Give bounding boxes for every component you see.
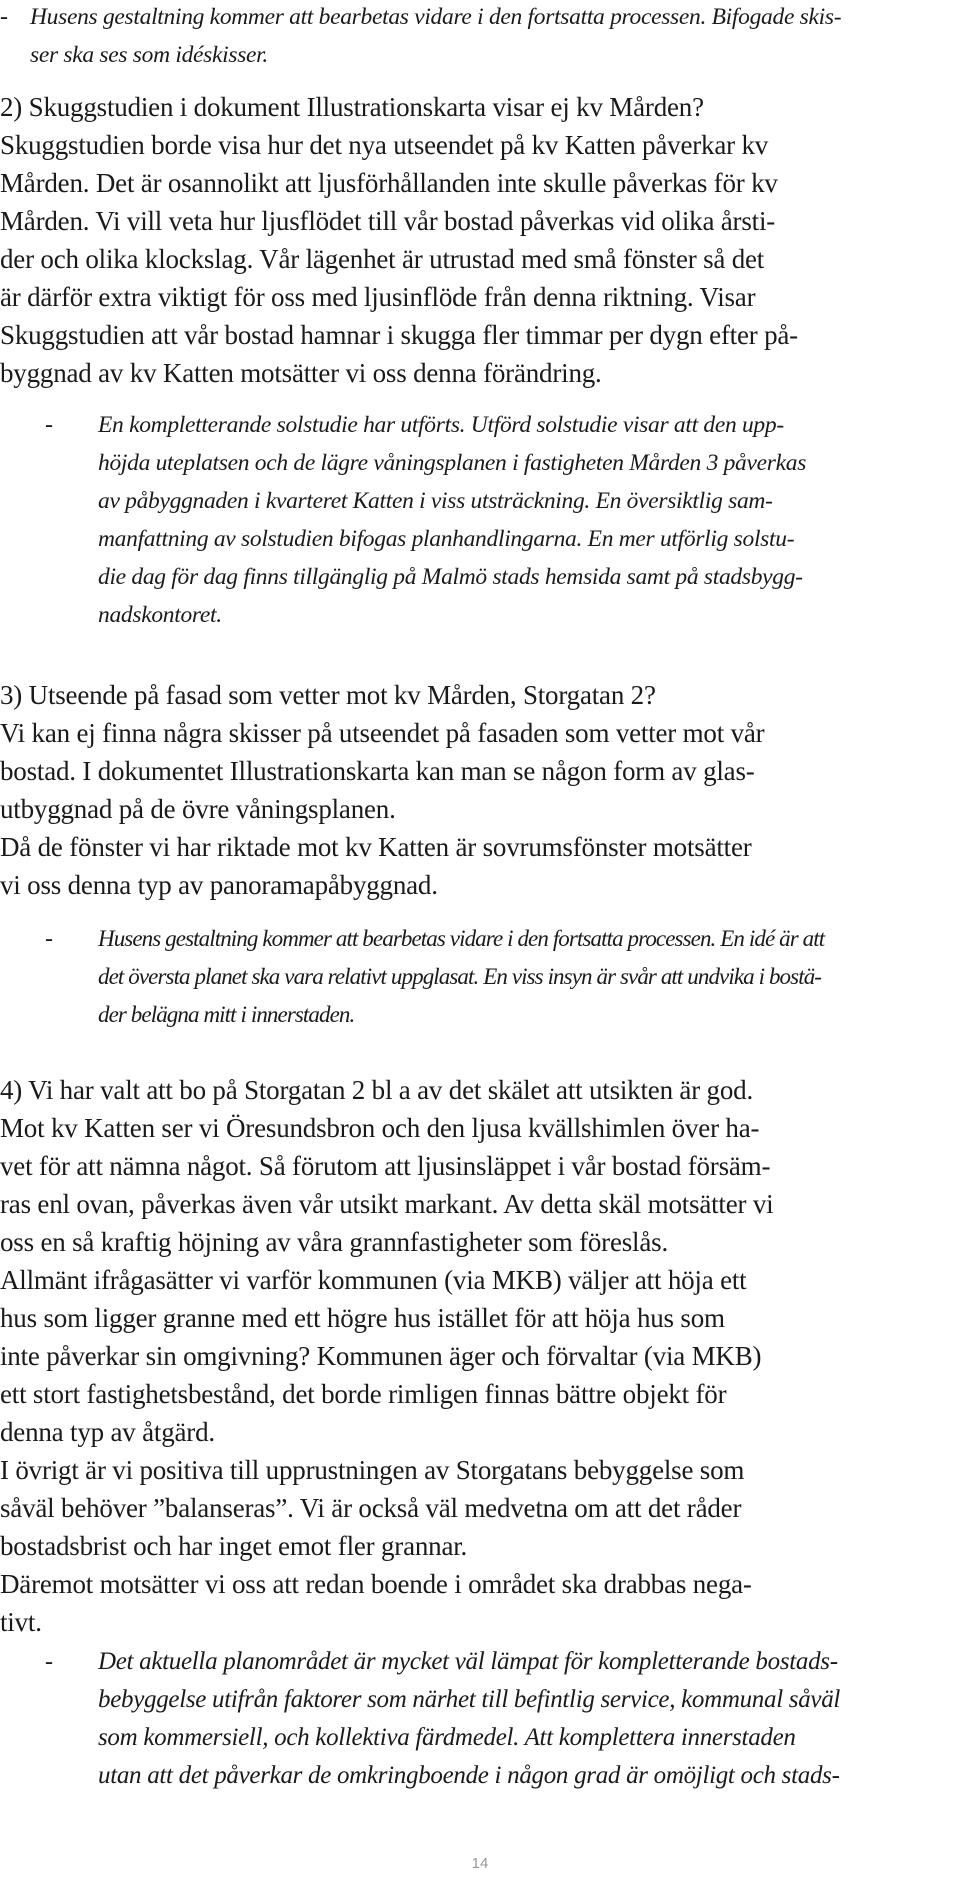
text-line: det översta planet ska vara relativt uppglasat. En viss insyn är svår att undvika i bostä- xyxy=(98,964,822,989)
text-line: denna typ av åtgärd. xyxy=(0,1417,215,1447)
text-line: vet för att nämna något. Så förutom att ljusinsläppet i vår bostad försäm- xyxy=(0,1151,771,1181)
text-line: bostad. I dokumentet Illustrationskarta kan man se någon form av glas- xyxy=(0,756,755,786)
bullet-text xyxy=(98,1643,840,1795)
bullet-text xyxy=(98,920,824,1034)
bullet-dash: - xyxy=(45,926,53,952)
text-line: tivt. xyxy=(0,1607,42,1637)
bullet-response-1 xyxy=(0,0,960,76)
bullet-text xyxy=(30,0,841,74)
text-line: I övrigt är vi positiva till upprustningen av Storgatans bebyggelse som xyxy=(0,1455,745,1485)
text-line: En kompletterande solstudie har utförts. Utförd solstudie visar att den upp- xyxy=(98,412,784,438)
text-line: nadskontoret. xyxy=(98,602,222,628)
section-heading: 2) Skuggstudien i dokument Illustrationskarta visar ej kv Mården? xyxy=(0,92,704,122)
text-line: Husens gestaltning kommer att bearbetas vidare i den fortsatta processen. En idé är att xyxy=(98,926,825,951)
text-line: ett stort fastighetsbestånd, det borde rimligen finnas bättre objekt för xyxy=(0,1379,727,1409)
bullet-response-3 xyxy=(0,920,960,1040)
paragraph-section-2 xyxy=(0,88,798,392)
text-line: Husens gestaltning kommer att bearbetas vidare i den fortsatta processen. Bifogade skis- xyxy=(30,4,842,30)
text-line: hus som ligger granne med ett högre hus istället för att höja hus som xyxy=(0,1303,725,1333)
text-line: Skuggstudien att vår bostad hamnar i skugga fler timmar per dygn efter på- xyxy=(0,320,798,350)
bullet-dash: - xyxy=(45,1649,53,1675)
text-line: inte påverkar sin omgivning? Kommunen äger och förvaltar (via MKB) xyxy=(0,1341,762,1371)
text-line: är därför extra viktigt för oss med ljusinflöde från denna riktning. Visar xyxy=(0,282,756,312)
text-line: der och olika klockslag. Vår lägenhet är utrustad med små fönster så det xyxy=(0,244,765,274)
bullet-response-2 xyxy=(0,406,960,646)
text-line: utan att det påverkar de omkringboende i någon grad är omöjligt och stads- xyxy=(98,1762,840,1789)
paragraph-section-3 xyxy=(0,676,764,904)
text-line: ser ska ses som idéskisser. xyxy=(30,42,268,68)
text-line: Vi kan ej finna några skisser på utseendet på fasaden som vetter mot vår xyxy=(0,718,765,748)
text-line: Mården. Det är osannolikt att ljusförhållanden inte skulle påverkas för kv xyxy=(0,168,778,198)
text-line: höjda uteplatsen och de lägre våningsplanen i fastigheten Mården 3 påverkas xyxy=(98,450,807,476)
bullet-dash: - xyxy=(45,412,53,438)
bullet-response-4 xyxy=(0,1643,960,1803)
text-line: byggnad av kv Katten motsätter vi oss denna förändring. xyxy=(0,358,602,388)
text-line: oss en så kraftig höjning av våra grannfastigheter som föreslås. xyxy=(0,1227,669,1257)
text-line: Allmänt ifrågasätter vi varför kommunen (via MKB) väljer att höja ett xyxy=(0,1265,747,1295)
text-line: die dag för dag finns tillgänglig på Malmö stads hemsida samt på stadsbygg- xyxy=(98,564,803,590)
text-line: bostadsbrist och har inget emot fler grannar. xyxy=(0,1531,468,1561)
text-line: Det aktuella planområdet är mycket väl lämpat för kompletterande bostads- xyxy=(98,1648,838,1675)
bullet-text xyxy=(98,406,806,634)
text-line: ras enl ovan, påverkas även vår utsikt markant. Av detta skäl motsätter vi xyxy=(0,1189,774,1219)
text-line: bebyggelse utifrån faktorer som närhet till befintlig service, kommunal såväl xyxy=(98,1686,841,1713)
page-number: 14 xyxy=(471,1855,489,1872)
section-heading: 4) Vi har valt att bo på Storgatan 2 bl a av det skälet att utsikten är god. xyxy=(0,1075,753,1105)
paragraph-section-4 xyxy=(0,1071,773,1641)
text-line: Skuggstudien borde visa hur det nya utseendet på kv Katten påverkar kv xyxy=(0,130,769,160)
text-line: av påbyggnaden i kvarteret Katten i viss utsträckning. En översiktlig sam- xyxy=(98,488,773,514)
text-line: vi oss denna typ av panoramapåbyggnad. xyxy=(0,870,438,900)
text-line: der belägna mitt i innerstaden. xyxy=(98,1002,355,1027)
text-line: Mot kv Katten ser vi Öresundsbron och den ljusa kvällshimlen över ha- xyxy=(0,1113,760,1143)
text-line: Mården. Vi vill veta hur ljusflödet till vår bostad påverkas vid olika årsti- xyxy=(0,206,776,236)
text-line: Däremot motsätter vi oss att redan boende i området ska drabbas nega- xyxy=(0,1569,752,1599)
text-line: utbyggnad på de övre våningsplanen. xyxy=(0,794,396,824)
text-line: manfattning av solstudien bifogas planhandlingarna. En mer utförlig solstu- xyxy=(98,526,795,552)
bullet-dash: - xyxy=(0,4,8,30)
text-line: som kommersiell, och kollektiva färdmedel. Att komplettera innerstaden xyxy=(98,1724,796,1751)
section-heading: 3) Utseende på fasad som vetter mot kv Mården, Storgatan 2? xyxy=(0,680,656,710)
text-line: såväl behöver ”balanseras”. Vi är också väl medvetna om att det råder xyxy=(0,1493,742,1523)
text-line: Då de fönster vi har riktade mot kv Katten är sovrumsfönster motsätter xyxy=(0,832,752,862)
